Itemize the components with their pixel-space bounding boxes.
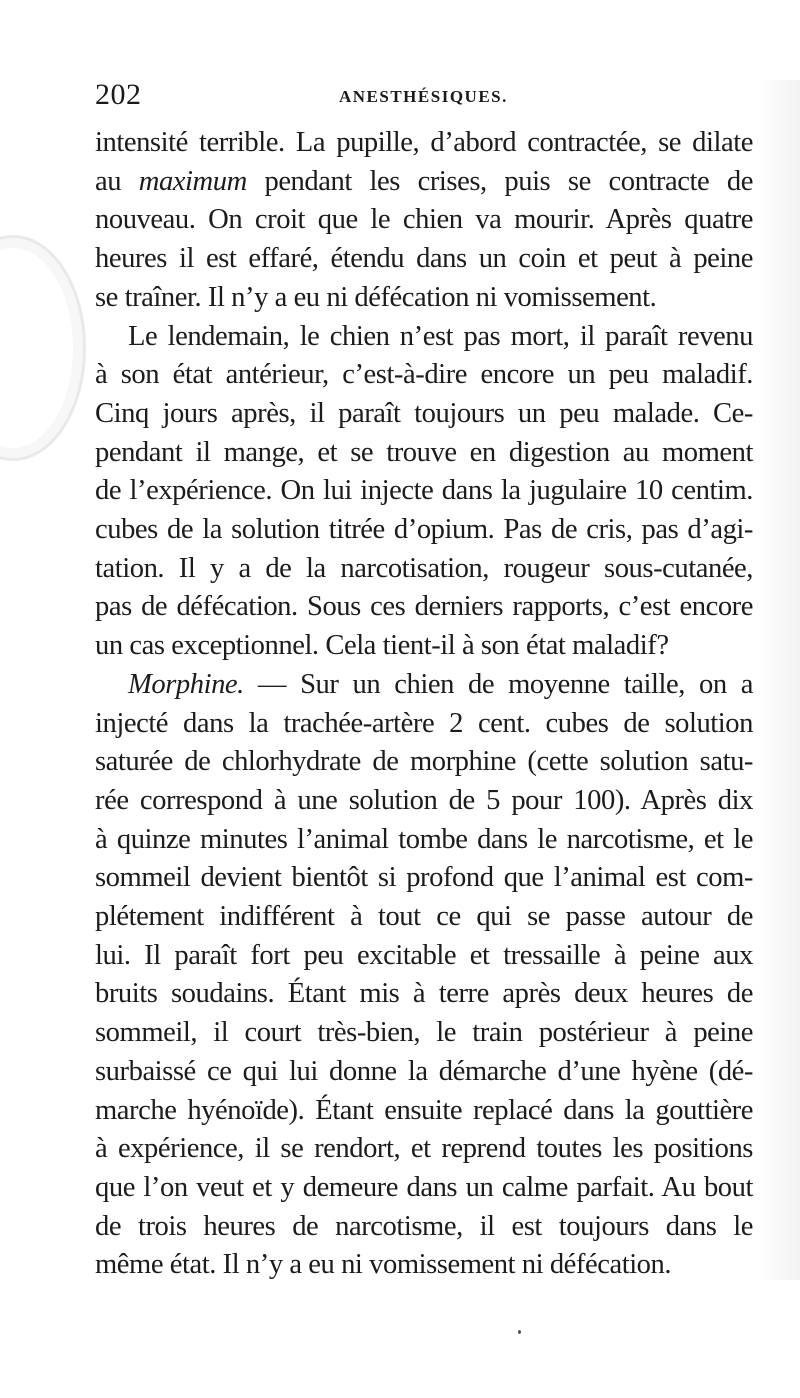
text-fragment: au (95, 165, 139, 197)
text-line: cubes de la solution titrée d’opium. Pas de cris, pas d’agi- (95, 514, 753, 546)
text-line: un cas exceptionnel. Cela tient-il à son état maladif? (95, 630, 669, 662)
italic-term: maximum (138, 165, 247, 197)
text-line: intensité terrible. La pupille, d’abord contractée, se dilate (95, 127, 753, 158)
running-head: ANESTHÉSIQUES. (339, 87, 508, 106)
text-line: pas de défécation. Sous ces derniers rapports, c’est encore (95, 591, 753, 623)
text-line: de trois heures de narcotisme, il est toujours dans le (95, 1210, 753, 1242)
text-line: même état. Il n’y a eu ni vomissement ni défécation. (95, 1249, 672, 1281)
text-line: heures il est effaré, étendu dans un coin et peut à peine (95, 243, 753, 275)
text-line: bruits soudains. Étant mis à terre après deux heures de (95, 978, 753, 1010)
text-line: à quinze minutes l’animal tombe dans le narcotisme, et le (95, 823, 753, 855)
text-line: de l’expérience. On lui injecte dans la jugulaire 10 centim. (95, 475, 753, 507)
text-line: que l’on veut et y demeure dans un calme parfait. Au bout (95, 1171, 753, 1203)
text-fragment: — Sur un chien de moyenne taille, on a (243, 668, 753, 700)
page-number: 202 (95, 78, 142, 111)
text-line: Cinq jours après, il paraît toujours un peu malade. Ce- (95, 397, 753, 429)
text-line: saturée de chlorhydrate de morphine (cette solution satu- (95, 746, 753, 778)
page-edge-shadow (758, 80, 800, 1280)
text-line: injecté dans la trachée-artère 2 cent. cubes de solution (95, 707, 753, 739)
text-line: nouveau. On croit que le chien va mourir. Après quatre (95, 204, 753, 236)
library-stamp-seal (0, 235, 86, 461)
ink-speck (518, 1330, 521, 1334)
body-text (95, 124, 753, 1285)
text-line (95, 163, 753, 202)
text-line: à son état antérieur, c’est-à-dire encore un peu maladif. (95, 359, 753, 391)
text-line: marche hyénoïde). Étant ensuite replacé dans la gouttière (95, 1094, 753, 1126)
text-line (95, 666, 753, 705)
text-line: se traîner. Il n’y a eu ni défécation ni vomissement. (95, 281, 657, 313)
text-line: sommeil devient bientôt si profond que l’animal est com- (95, 862, 753, 894)
italic-heading: Morphine. (128, 668, 244, 700)
text-line: rée correspond à une solution de 5 pour 100). Après dix (95, 784, 753, 816)
text-line: plétement indifférent à tout ce qui se passe autour de (95, 901, 753, 933)
text-line: à expérience, il se rendort, et reprend toutes les positions (95, 1133, 753, 1165)
text-fragment: pendant les crises, puis se contracte de (246, 165, 753, 197)
text-line: tation. Il y a de la narcotisation, rougeur sous-cutanée, (95, 552, 753, 584)
text-line: lui. Il paraît fort peu excitable et tressaille à peine aux (95, 939, 753, 971)
text-line: pendant il mange, et se trouve en digestion au moment (95, 436, 753, 468)
text-line: Le lendemain, le chien n’est pas mort, il paraît revenu (128, 320, 753, 352)
text-line: surbaissé ce qui lui donne la démarche d’une hyène (dé- (95, 1055, 753, 1087)
page-header (95, 78, 755, 114)
text-line: sommeil, il court très-bien, le train postérieur à peine (95, 1017, 753, 1049)
